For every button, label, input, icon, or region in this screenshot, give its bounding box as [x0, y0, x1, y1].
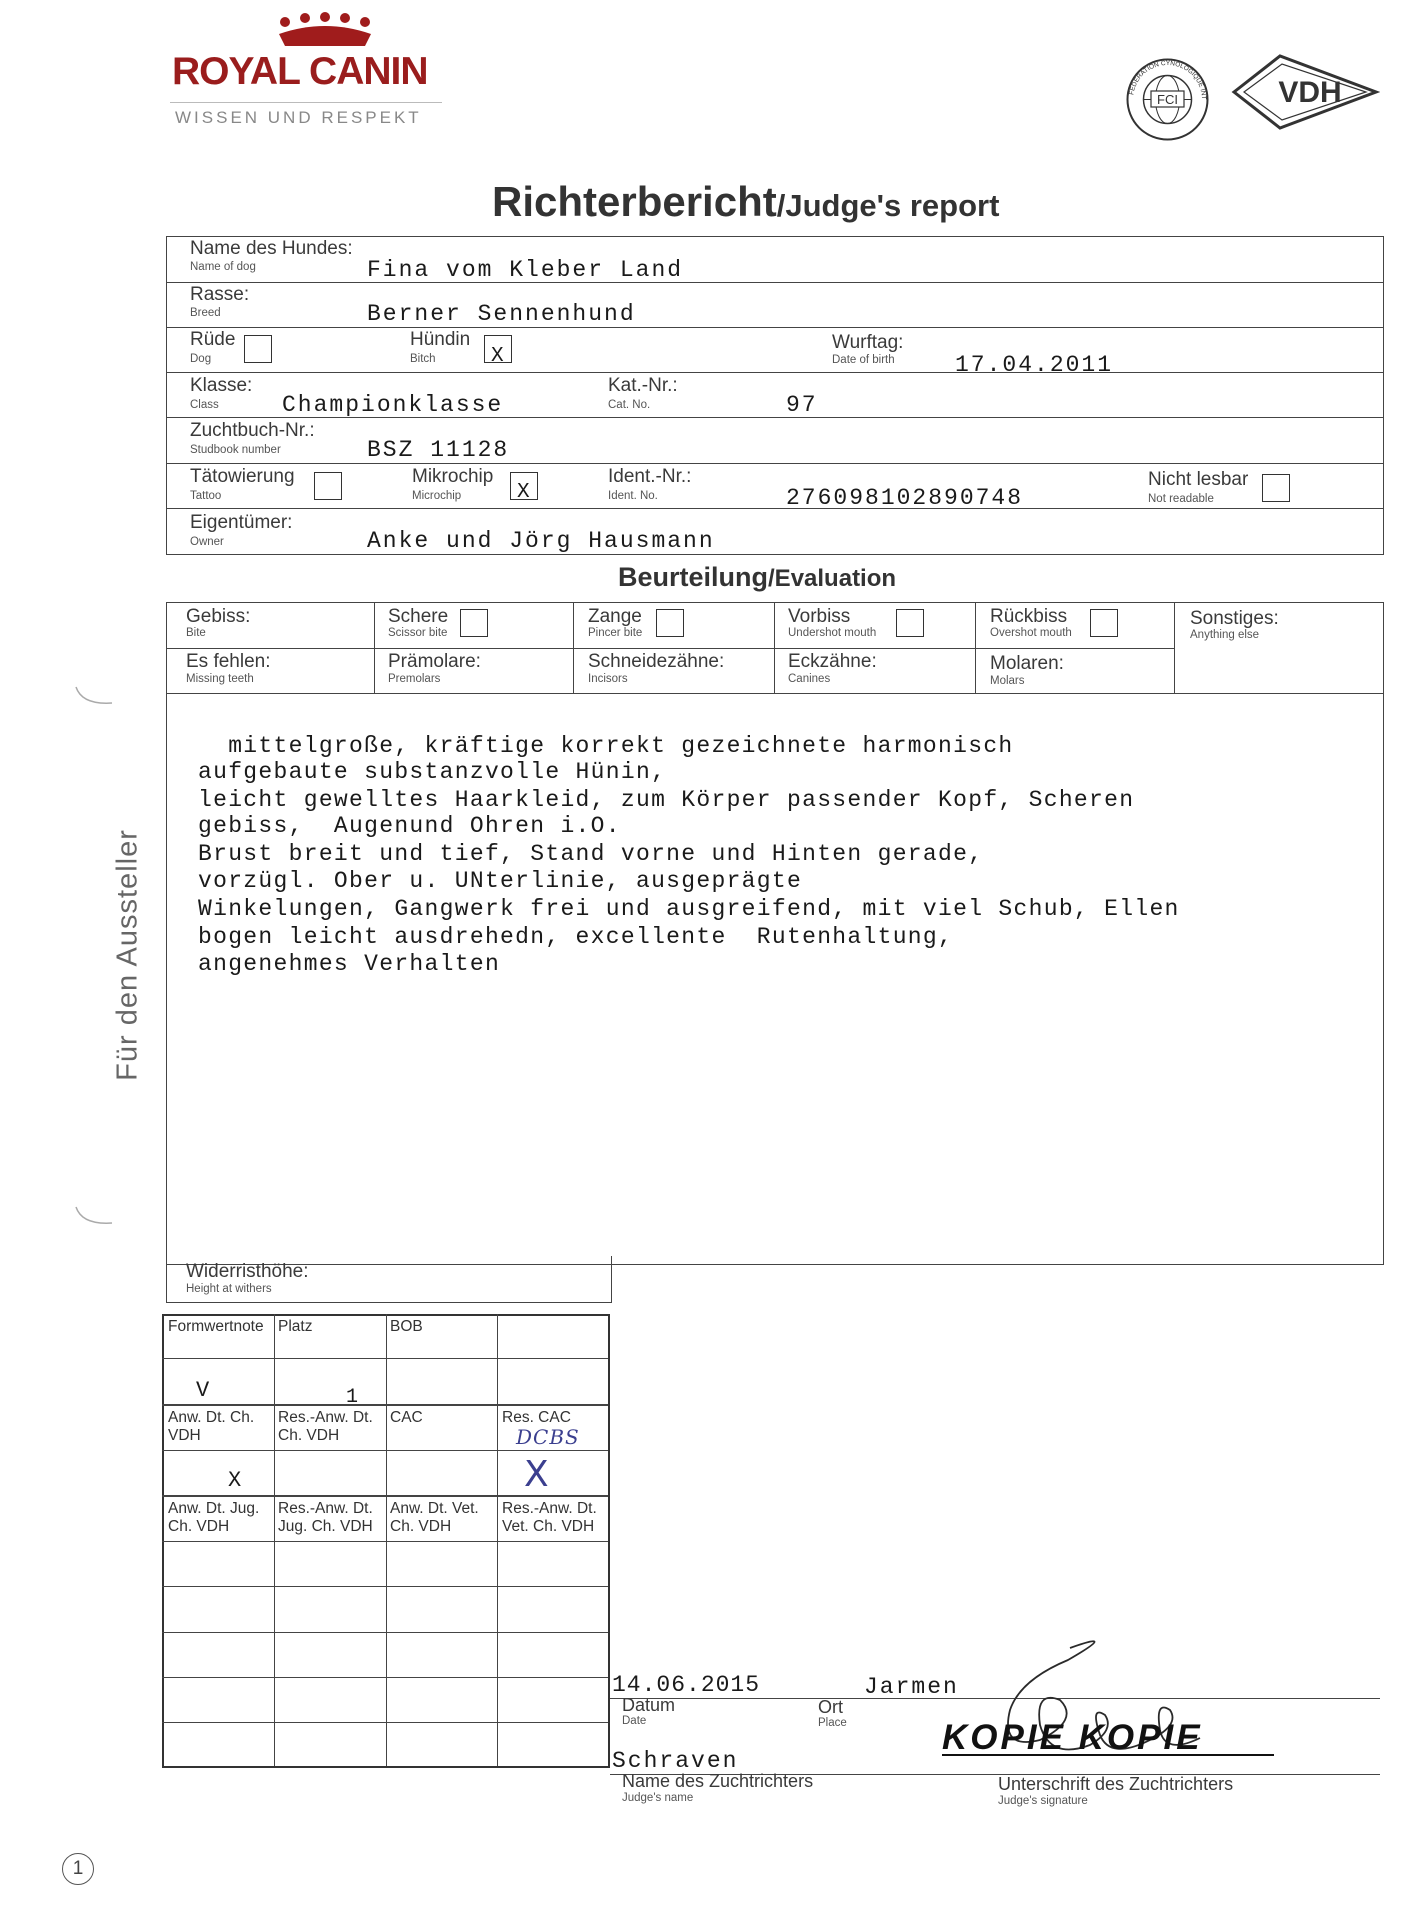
breed-value: Berner Sennenhund [367, 301, 636, 327]
tattoo-sublabel: Tattoo [190, 490, 222, 502]
date-sublabel: Date [622, 1715, 647, 1727]
report-line: gebiss, Augenund Ohren i.O. [198, 813, 621, 839]
grade-header-res-anw-dt-jug-ch: Res.-Anw. Dt. Jug. Ch. VDH [278, 1500, 373, 1535]
judge-name-label: Name des Zuchtrichters [622, 1771, 814, 1791]
page-title: Richterbericht/Judge's report [492, 178, 1000, 225]
grade-header-platz: Platz [278, 1318, 313, 1335]
report-line: Brust breit und tief, Stand vorne und Hinten gerade, [198, 841, 984, 867]
overshot-label: Rückbiss [990, 606, 1068, 627]
premolars-label: Prämolare: [388, 651, 481, 672]
date-label: Datum [622, 1695, 676, 1715]
overshot-checkbox[interactable] [1090, 609, 1118, 637]
undershot-label: Vorbiss [788, 606, 851, 627]
judge-name-value: Schraven [612, 1748, 739, 1774]
pincer-bite-sublabel: Pincer bite [588, 627, 643, 639]
scissor-bite-sublabel: Scissor bite [388, 627, 448, 639]
grade-header-res-anw-dt-ch: Res.-Anw. Dt. Ch. VDH [278, 1409, 373, 1444]
report-line: leicht gewelltes Haarkleid, zum Körper passender Kopf, Scheren [198, 787, 1135, 813]
overshot-sublabel: Overshot mouth [990, 627, 1072, 639]
male-checkbox[interactable] [244, 335, 272, 363]
not-readable-checkbox[interactable] [1262, 474, 1290, 502]
grade-value-res-cac: X [524, 1454, 549, 1495]
undershot-sublabel: Undershot mouth [788, 627, 877, 639]
microchip-label: Mikrochip [412, 466, 494, 487]
signature-sublabel: Judge's signature [998, 1795, 1088, 1807]
pincer-bite-checkbox[interactable] [656, 609, 684, 637]
missing-teeth-sublabel: Missing teeth [186, 673, 254, 685]
tattoo-checkbox[interactable] [314, 472, 342, 500]
owner-label: Eigentümer: [190, 512, 293, 533]
report-line: vorzügl. Ober u. UNterlinie, ausgeprägte [198, 868, 803, 894]
fci-logo [1125, 57, 1210, 142]
cat-no-sublabel: Cat. No. [608, 399, 651, 411]
place-label: Ort [818, 1697, 843, 1717]
grade-header-anw-dt-vet-ch: Anw. Dt. Vet. Ch. VDH [390, 1500, 479, 1535]
grade-header-res-cac: Res. CAC [502, 1409, 571, 1426]
grade-header-cac: CAC [390, 1409, 423, 1426]
microchip-checkbox[interactable] [510, 472, 538, 504]
brand-name: ROYAL CANIN [172, 50, 428, 93]
exhibitor-side-text: Für den Aussteller [111, 829, 144, 1081]
class-label: Klasse: [190, 375, 253, 396]
report-line: aufgebaute substanzvolle Hünin, [198, 759, 667, 785]
ident-label: Ident.-Nr.: [608, 466, 692, 487]
report-line: angenehmes Verhalten [198, 951, 501, 977]
fci-logo-text: FCI [1157, 92, 1178, 107]
punch-hole-mark [72, 685, 116, 709]
dog-name-value: Fina vom Kleber Land [367, 257, 684, 283]
not-readable-sublabel: Not readable [1148, 493, 1214, 505]
female-mark: X [491, 345, 504, 368]
undershot-checkbox[interactable] [896, 609, 924, 637]
vdh-logo [1230, 52, 1380, 132]
handwritten-dcbs-note: DCBS [516, 1425, 580, 1449]
report-line: Winkelungen, Gangwerk frei und ausgreifend, mit viel Schub, Ellen [198, 896, 1180, 922]
evaluation-heading: Beurteilung/Evaluation [618, 562, 897, 592]
fci-ring-text: FEDERATION CYNOLOGIQUE INT [1128, 59, 1208, 100]
owner-sublabel: Owner [190, 536, 224, 548]
anything-else-label: Sonstiges: [1190, 608, 1279, 629]
breed-sublabel: Breed [190, 307, 221, 319]
birth-label: Wurftag: [832, 332, 904, 353]
place-value: Jarmen [864, 1674, 959, 1700]
incisors-sublabel: Incisors [588, 673, 628, 685]
cat-no-label: Kat.-Nr.: [608, 375, 678, 396]
incisors-label: Schneidezähne: [588, 651, 725, 672]
female-checkbox[interactable] [484, 335, 512, 368]
birth-sublabel: Date of birth [832, 354, 895, 366]
date-value: 14.06.2015 [612, 1672, 761, 1698]
male-label: Rüde [190, 329, 236, 350]
place-sublabel: Place [818, 1717, 847, 1729]
breed-label: Rasse: [190, 284, 250, 305]
grade-value-anw-dt-ch: X [228, 1468, 242, 1493]
cat-no-value: 97 [786, 392, 818, 418]
bite-label: Gebiss: [186, 606, 251, 627]
canines-label: Eckzähne: [788, 651, 877, 672]
canines-sublabel: Canines [788, 673, 831, 685]
judge-name-sublabel: Judge's name [622, 1792, 694, 1804]
grade-header-formwertnote: Formwertnote [168, 1318, 264, 1335]
female-label: Hündin [410, 329, 471, 350]
grade-header-anw-dt-jug-ch: Anw. Dt. Jug. Ch. VDH [168, 1500, 260, 1535]
royal-canin-logo [170, 12, 450, 132]
grade-header-anw-dt-ch: Anw. Dt. Ch. VDH [168, 1409, 255, 1444]
copy-stamp: KOPIE KOPIE [942, 1718, 1203, 1757]
page-number: 1 [62, 1853, 94, 1885]
brand-slogan: WISSEN UND RESPEKT [175, 108, 422, 127]
dog-name-label: Name des Hundes: [190, 238, 353, 259]
bite-sublabel: Bite [186, 627, 206, 639]
crown-icon [265, 12, 385, 52]
missing-teeth-label: Es fehlen: [186, 651, 271, 672]
owner-value: Anke und Jörg Hausmann [367, 528, 715, 554]
pincer-bite-label: Zange [588, 606, 642, 627]
not-readable-label: Nicht lesbar [1148, 469, 1249, 490]
class-value: Championklasse [282, 392, 504, 418]
class-sublabel: Class [190, 399, 219, 411]
scissor-bite-checkbox[interactable] [460, 609, 488, 637]
withers-sublabel: Height at withers [186, 1283, 272, 1295]
signature-label: Unterschrift des Zuchtrichters [998, 1774, 1234, 1794]
studbook-label: Zuchtbuch-Nr.: [190, 420, 315, 441]
microchip-mark: X [517, 481, 530, 504]
grade-header-res-anw-dt-vet-ch: Res.-Anw. Dt. Vet. Ch. VDH [502, 1500, 597, 1535]
report-line: mittelgroße, kräftige korrekt gezeichnete harmonisch [198, 733, 1014, 759]
report-line: bogen leicht ausdrehedn, excellente Rutenhaltung, [198, 924, 954, 950]
dog-name-sublabel: Name of dog [190, 261, 256, 273]
ident-sublabel: Ident. No. [608, 490, 658, 502]
vdh-logo-text: VDH [1278, 76, 1342, 109]
studbook-value: BSZ 11128 [367, 437, 510, 463]
ident-value: 276098102890748 [786, 485, 1024, 511]
anything-else-sublabel: Anything else [1190, 629, 1260, 641]
molars-sublabel: Molars [990, 675, 1025, 687]
molars-label: Molaren: [990, 653, 1064, 674]
birth-value: 17.04.2011 [955, 352, 1114, 378]
scissor-bite-label: Schere [388, 606, 449, 627]
grade-header-bob: BOB [390, 1318, 423, 1335]
male-sublabel: Dog [190, 353, 212, 365]
tattoo-label: Tätowierung [190, 466, 295, 487]
microchip-sublabel: Microchip [412, 490, 462, 502]
grade-value-formwertnote: V [196, 1378, 210, 1403]
female-sublabel: Bitch [410, 353, 436, 365]
withers-label: Widerristhöhe: [186, 1261, 309, 1282]
grade-value-platz: 1 [346, 1386, 359, 1409]
premolars-sublabel: Premolars [388, 673, 441, 685]
studbook-sublabel: Studbook number [190, 444, 281, 456]
punch-hole-mark [72, 1205, 116, 1229]
